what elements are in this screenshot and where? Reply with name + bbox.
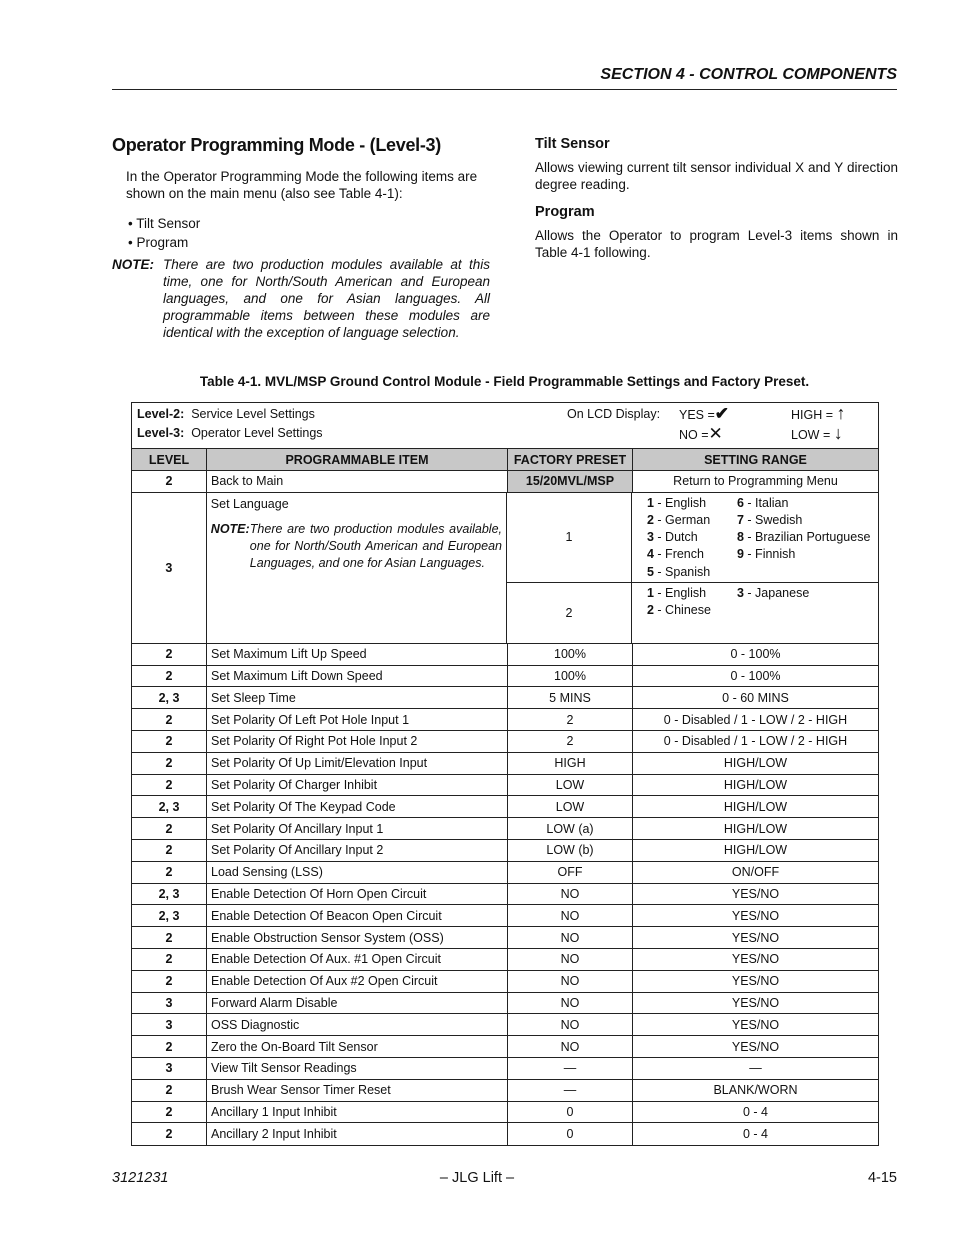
cell-preset: — bbox=[508, 1058, 633, 1079]
language-option bbox=[647, 495, 737, 512]
language-note bbox=[211, 521, 502, 572]
cell-item: Load Sensing (LSS) bbox=[207, 862, 508, 883]
cell-range: HIGH/LOW bbox=[723, 777, 788, 792]
table-row bbox=[132, 666, 878, 688]
cell-range: 0 - Disabled / 1 - LOW / 2 - HIGH bbox=[663, 734, 848, 749]
table-row bbox=[132, 949, 878, 971]
cell-preset: NO bbox=[508, 927, 633, 948]
cell-level: 2 bbox=[132, 775, 207, 796]
cell-item: Ancillary 1 Input Inhibit bbox=[207, 1102, 508, 1123]
language-option bbox=[737, 602, 878, 619]
cell-level: 2, 3 bbox=[132, 884, 207, 905]
cell-range: YES/NO bbox=[731, 908, 780, 923]
language-option bbox=[647, 585, 737, 602]
cell-preset: LOW (a) bbox=[508, 818, 633, 839]
table-row bbox=[132, 862, 878, 884]
cell-level: 2 bbox=[132, 1036, 207, 1057]
cell-preset: 5 MINS bbox=[508, 687, 633, 708]
cell-item: Enable Detection Of Horn Open Circuit bbox=[207, 884, 508, 905]
legend-high: HIGH = ↑ bbox=[791, 403, 846, 423]
language-option-number: 5 bbox=[647, 564, 654, 579]
table-row bbox=[132, 971, 878, 993]
language-module-2 bbox=[507, 583, 878, 643]
table-row bbox=[132, 818, 878, 840]
menu-bullet-list bbox=[112, 214, 490, 252]
language-option-name: - English bbox=[653, 585, 707, 600]
cell-level: 2 bbox=[132, 1123, 207, 1145]
cell-preset: HIGH bbox=[508, 753, 633, 774]
header-level: LEVEL bbox=[132, 449, 207, 470]
cell-preset: 100% bbox=[508, 644, 633, 665]
cell-level: 3 bbox=[132, 493, 207, 643]
cell-level: 2 bbox=[132, 731, 207, 752]
cell-range: YES/NO bbox=[731, 952, 780, 967]
cell-level: 2, 3 bbox=[132, 905, 207, 926]
tilt-sensor-text: Allows viewing current tilt sensor individual X and Y direction degree reading. bbox=[535, 160, 898, 192]
cell-level: 2 bbox=[132, 840, 207, 861]
header-programmable-item: PROGRAMMABLE ITEM bbox=[207, 449, 508, 470]
cell-preset: LOW bbox=[508, 796, 633, 817]
legend-low: LOW = ↓ bbox=[791, 423, 843, 443]
language-option bbox=[737, 512, 878, 529]
cell-level: 2 bbox=[132, 471, 207, 492]
arrow-down-icon: ↓ bbox=[833, 423, 843, 443]
cell-range: HIGH/LOW bbox=[723, 799, 788, 814]
table-header-row bbox=[132, 449, 878, 471]
table-legend bbox=[132, 403, 878, 449]
table-row bbox=[132, 1080, 878, 1102]
cell-level: 2 bbox=[132, 666, 207, 687]
language-option-name: - Brazilian Portuguese bbox=[743, 530, 871, 545]
cell-item: Zero the On-Board Tilt Sensor bbox=[207, 1036, 508, 1057]
cell-range: HIGH/LOW bbox=[723, 843, 788, 858]
language-option-name: - Spanish bbox=[653, 564, 711, 579]
legend-no: NO =✕ bbox=[679, 424, 723, 443]
language-option-number: 3 bbox=[647, 530, 654, 545]
cell-preset: 100% bbox=[508, 666, 633, 687]
cell-level: 2 bbox=[132, 818, 207, 839]
cell-range: HIGH/LOW bbox=[723, 821, 788, 836]
cell-preset: — bbox=[508, 1080, 633, 1101]
right-column bbox=[535, 136, 898, 272]
cell-range: Return to Programming Menu bbox=[673, 474, 838, 489]
tilt-sensor-heading: Tilt Sensor bbox=[535, 136, 610, 152]
cell-item: Enable Obstruction Sensor System (OSS) bbox=[207, 927, 508, 948]
cell-level: 2 bbox=[132, 753, 207, 774]
bullet-tilt-sensor: • Tilt Sensor bbox=[128, 216, 201, 231]
section-title: SECTION 4 - CONTROL COMPONENTS bbox=[600, 66, 897, 83]
language-module-1 bbox=[507, 493, 878, 583]
cell-level: 3 bbox=[132, 993, 207, 1014]
cell-model-label: 15/20MVL/MSP bbox=[508, 471, 633, 492]
language-option-number: 1 bbox=[647, 495, 654, 510]
legend-level3-text: Operator Level Settings bbox=[191, 426, 323, 440]
production-modules-note bbox=[112, 256, 490, 341]
cell-preset: OFF bbox=[508, 862, 633, 883]
language-option-number: 8 bbox=[737, 530, 744, 545]
language-option-name: - German bbox=[653, 513, 711, 527]
legend-level3-label: Level-3: bbox=[137, 426, 185, 440]
cell-range: 0 - 4 bbox=[742, 1127, 768, 1142]
cell-level: 2 bbox=[132, 1080, 207, 1101]
language-option-name: - French bbox=[653, 547, 704, 562]
language-option bbox=[737, 564, 878, 581]
cell-item: Set Maximum Lift Up Speed bbox=[207, 644, 508, 665]
table-row bbox=[132, 927, 878, 949]
language-note-text: There are two production modules available, one for North/South American and European Languages, and one for Asian Languages. bbox=[249, 521, 502, 570]
language-option-number: 2 bbox=[647, 603, 654, 617]
cell-preset: 0 bbox=[508, 1102, 633, 1123]
legend-level3 bbox=[137, 426, 323, 440]
language-option-name: - Chinese bbox=[653, 603, 711, 617]
language-option-number: 3 bbox=[737, 585, 744, 600]
legend-yes: YES =✔ bbox=[679, 404, 730, 423]
table-row bbox=[132, 687, 878, 709]
language-option bbox=[647, 512, 737, 529]
language-option-number: 2 bbox=[647, 513, 654, 527]
cell-item: OSS Diagnostic bbox=[207, 1014, 508, 1035]
table-row bbox=[132, 905, 878, 927]
set-language-label: Set Language bbox=[210, 496, 289, 511]
cell-level: 2 bbox=[132, 927, 207, 948]
language-options-2 bbox=[632, 583, 878, 643]
cell-preset: 0 bbox=[508, 1123, 633, 1145]
cell-preset: NO bbox=[508, 993, 633, 1014]
cell-range: YES/NO bbox=[731, 974, 780, 989]
cell-preset: NO bbox=[508, 1014, 633, 1035]
cell-preset: 2 bbox=[507, 583, 632, 643]
language-option bbox=[737, 585, 878, 602]
table-row bbox=[132, 1058, 878, 1080]
cell-preset: NO bbox=[508, 1036, 633, 1057]
language-option bbox=[647, 564, 737, 581]
language-option-number: 1 bbox=[647, 585, 654, 600]
cell-preset: NO bbox=[508, 949, 633, 970]
cell-item: Set Polarity Of Up Limit/Elevation Input bbox=[207, 753, 508, 774]
cell-level: 2, 3 bbox=[132, 796, 207, 817]
cell-preset: 2 bbox=[508, 709, 633, 730]
cell-level: 2 bbox=[132, 971, 207, 992]
language-option-number: 6 bbox=[737, 495, 744, 510]
cell-range: 0 - Disabled / 1 - LOW / 2 - HIGH bbox=[663, 712, 848, 727]
intro-paragraph: In the Operator Programming Mode the following items are shown on the main menu (also see Table 4-1): bbox=[126, 169, 478, 201]
cell-range: HIGH/LOW bbox=[723, 756, 788, 771]
cell-level: 2 bbox=[132, 1102, 207, 1123]
language-option bbox=[737, 529, 878, 546]
cell-level: 2 bbox=[132, 644, 207, 665]
cell-item: Set Polarity Of Ancillary Input 2 bbox=[207, 840, 508, 861]
cell-range: — bbox=[749, 1061, 762, 1076]
cell-item: Set Polarity Of Left Pot Hole Input 1 bbox=[207, 709, 508, 730]
table-row bbox=[132, 796, 878, 818]
cell-preset: 1 bbox=[507, 493, 632, 582]
table-row bbox=[132, 1014, 878, 1036]
cell-item: Set Sleep Time bbox=[207, 687, 508, 708]
language-options-1 bbox=[632, 493, 878, 582]
legend-level2-label: Level-2: bbox=[137, 407, 185, 421]
cell-level: 3 bbox=[132, 1014, 207, 1035]
cell-range: YES/NO bbox=[731, 995, 780, 1010]
cell-preset: NO bbox=[508, 905, 633, 926]
left-column bbox=[112, 135, 490, 341]
cell-range: 0 - 100% bbox=[730, 647, 781, 662]
language-option bbox=[737, 495, 878, 512]
table-row bbox=[132, 775, 878, 797]
table-row-back-to-main bbox=[132, 471, 878, 493]
note-label: NOTE: bbox=[112, 257, 154, 272]
bullet-program: • Program bbox=[128, 235, 189, 250]
cell-level: 2 bbox=[132, 709, 207, 730]
legend-level2 bbox=[137, 407, 315, 421]
cell-preset: LOW (b) bbox=[508, 840, 633, 861]
cell-range: 0 - 100% bbox=[730, 668, 781, 683]
table-row bbox=[132, 1036, 878, 1058]
cell-range: 0 - 4 bbox=[742, 1104, 768, 1119]
table-row bbox=[132, 1123, 878, 1145]
program-text: Allows the Operator to program Level-3 items shown in Table 4-1 following. bbox=[535, 228, 898, 260]
cell-item: Back to Main bbox=[207, 471, 508, 492]
cell-range: 0 - 60 MINS bbox=[722, 690, 789, 705]
table-row bbox=[132, 731, 878, 753]
cell-item: Enable Detection Of Beacon Open Circuit bbox=[207, 905, 508, 926]
table-row bbox=[132, 644, 878, 666]
page-number: 4-15 bbox=[867, 1170, 897, 1186]
language-note-label: NOTE: bbox=[210, 521, 250, 536]
operator-programming-heading: Operator Programming Mode - (Level-3) bbox=[112, 135, 441, 155]
cell-range: ON/OFF bbox=[731, 865, 780, 880]
cell-preset: NO bbox=[508, 884, 633, 905]
language-option bbox=[737, 546, 878, 563]
doc-number: 3121231 bbox=[112, 1170, 169, 1186]
cell-item: Set Polarity Of Right Pot Hole Input 2 bbox=[207, 731, 508, 752]
table-body bbox=[132, 644, 878, 1145]
cell-level: 2 bbox=[132, 862, 207, 883]
cell-level: 3 bbox=[132, 1058, 207, 1079]
cross-icon: ✕ bbox=[708, 424, 723, 443]
table-caption: Table 4-1. MVL/MSP Ground Control Module - Field Programmable Settings and Factory Preset. bbox=[199, 374, 810, 389]
legend-lcd-display: On LCD Display: bbox=[567, 407, 661, 421]
table-row bbox=[132, 993, 878, 1015]
note-text: There are two production modules available at this time, one for North/South American and European languages, and one for Asian languages. All programmable items between these modules are identical with the exception of language selection. bbox=[163, 257, 490, 340]
arrow-up-icon: ↑ bbox=[836, 403, 846, 423]
table-row bbox=[132, 753, 878, 775]
header-setting-range: SETTING RANGE bbox=[704, 452, 807, 467]
cell-item: Set Polarity Of Ancillary Input 1 bbox=[207, 818, 508, 839]
cell-range: YES/NO bbox=[731, 930, 780, 945]
table-row-set-language bbox=[132, 493, 878, 644]
header-divider bbox=[112, 89, 897, 90]
cell-item: Set Polarity Of The Keypad Code bbox=[207, 796, 508, 817]
cell-range: BLANK/WORN bbox=[713, 1083, 798, 1098]
language-option bbox=[647, 546, 737, 563]
language-option-name: - Swedish bbox=[743, 513, 803, 527]
cell-preset: LOW bbox=[508, 775, 633, 796]
cell-range: YES/NO bbox=[731, 886, 780, 901]
cell-item: Forward Alarm Disable bbox=[207, 993, 508, 1014]
table-row bbox=[132, 884, 878, 906]
language-option-number: 9 bbox=[737, 547, 744, 562]
cell-range: YES/NO bbox=[731, 1039, 780, 1054]
cell-item: Enable Detection Of Aux. #1 Open Circuit bbox=[207, 949, 508, 970]
table-row bbox=[132, 1102, 878, 1124]
settings-table bbox=[131, 402, 879, 1146]
legend-level2-text: Service Level Settings bbox=[191, 407, 315, 421]
cell-range: YES/NO bbox=[731, 1017, 780, 1032]
cell-item bbox=[207, 493, 507, 643]
language-option-name: - English bbox=[653, 495, 707, 510]
language-option bbox=[647, 529, 737, 546]
footer-brand: – JLG Lift – bbox=[439, 1170, 515, 1186]
language-option-number: 7 bbox=[737, 513, 744, 527]
cell-item: Enable Detection Of Aux #2 Open Circuit bbox=[207, 971, 508, 992]
language-option-name: - Italian bbox=[743, 495, 789, 510]
cell-item: Set Maximum Lift Down Speed bbox=[207, 666, 508, 687]
cell-item: Set Polarity Of Charger Inhibit bbox=[207, 775, 508, 796]
cell-item: View Tilt Sensor Readings bbox=[207, 1058, 508, 1079]
language-option-name: - Dutch bbox=[653, 530, 698, 545]
cell-preset: NO bbox=[508, 971, 633, 992]
language-option bbox=[647, 602, 737, 619]
header-factory-preset: FACTORY PRESET bbox=[508, 449, 633, 470]
language-option-name: - Finnish bbox=[743, 547, 796, 562]
table-row bbox=[132, 840, 878, 862]
cell-level: 2 bbox=[132, 949, 207, 970]
cell-item: Brush Wear Sensor Timer Reset bbox=[207, 1080, 508, 1101]
cell-level: 2, 3 bbox=[132, 687, 207, 708]
language-option-number: 4 bbox=[647, 547, 654, 562]
cell-item: Ancillary 2 Input Inhibit bbox=[207, 1123, 508, 1145]
cell-preset: 2 bbox=[508, 731, 633, 752]
language-option-name: - Japanese bbox=[743, 585, 810, 600]
checkmark-icon: ✔ bbox=[714, 404, 730, 423]
table-row bbox=[132, 709, 878, 731]
program-heading: Program bbox=[535, 204, 595, 220]
